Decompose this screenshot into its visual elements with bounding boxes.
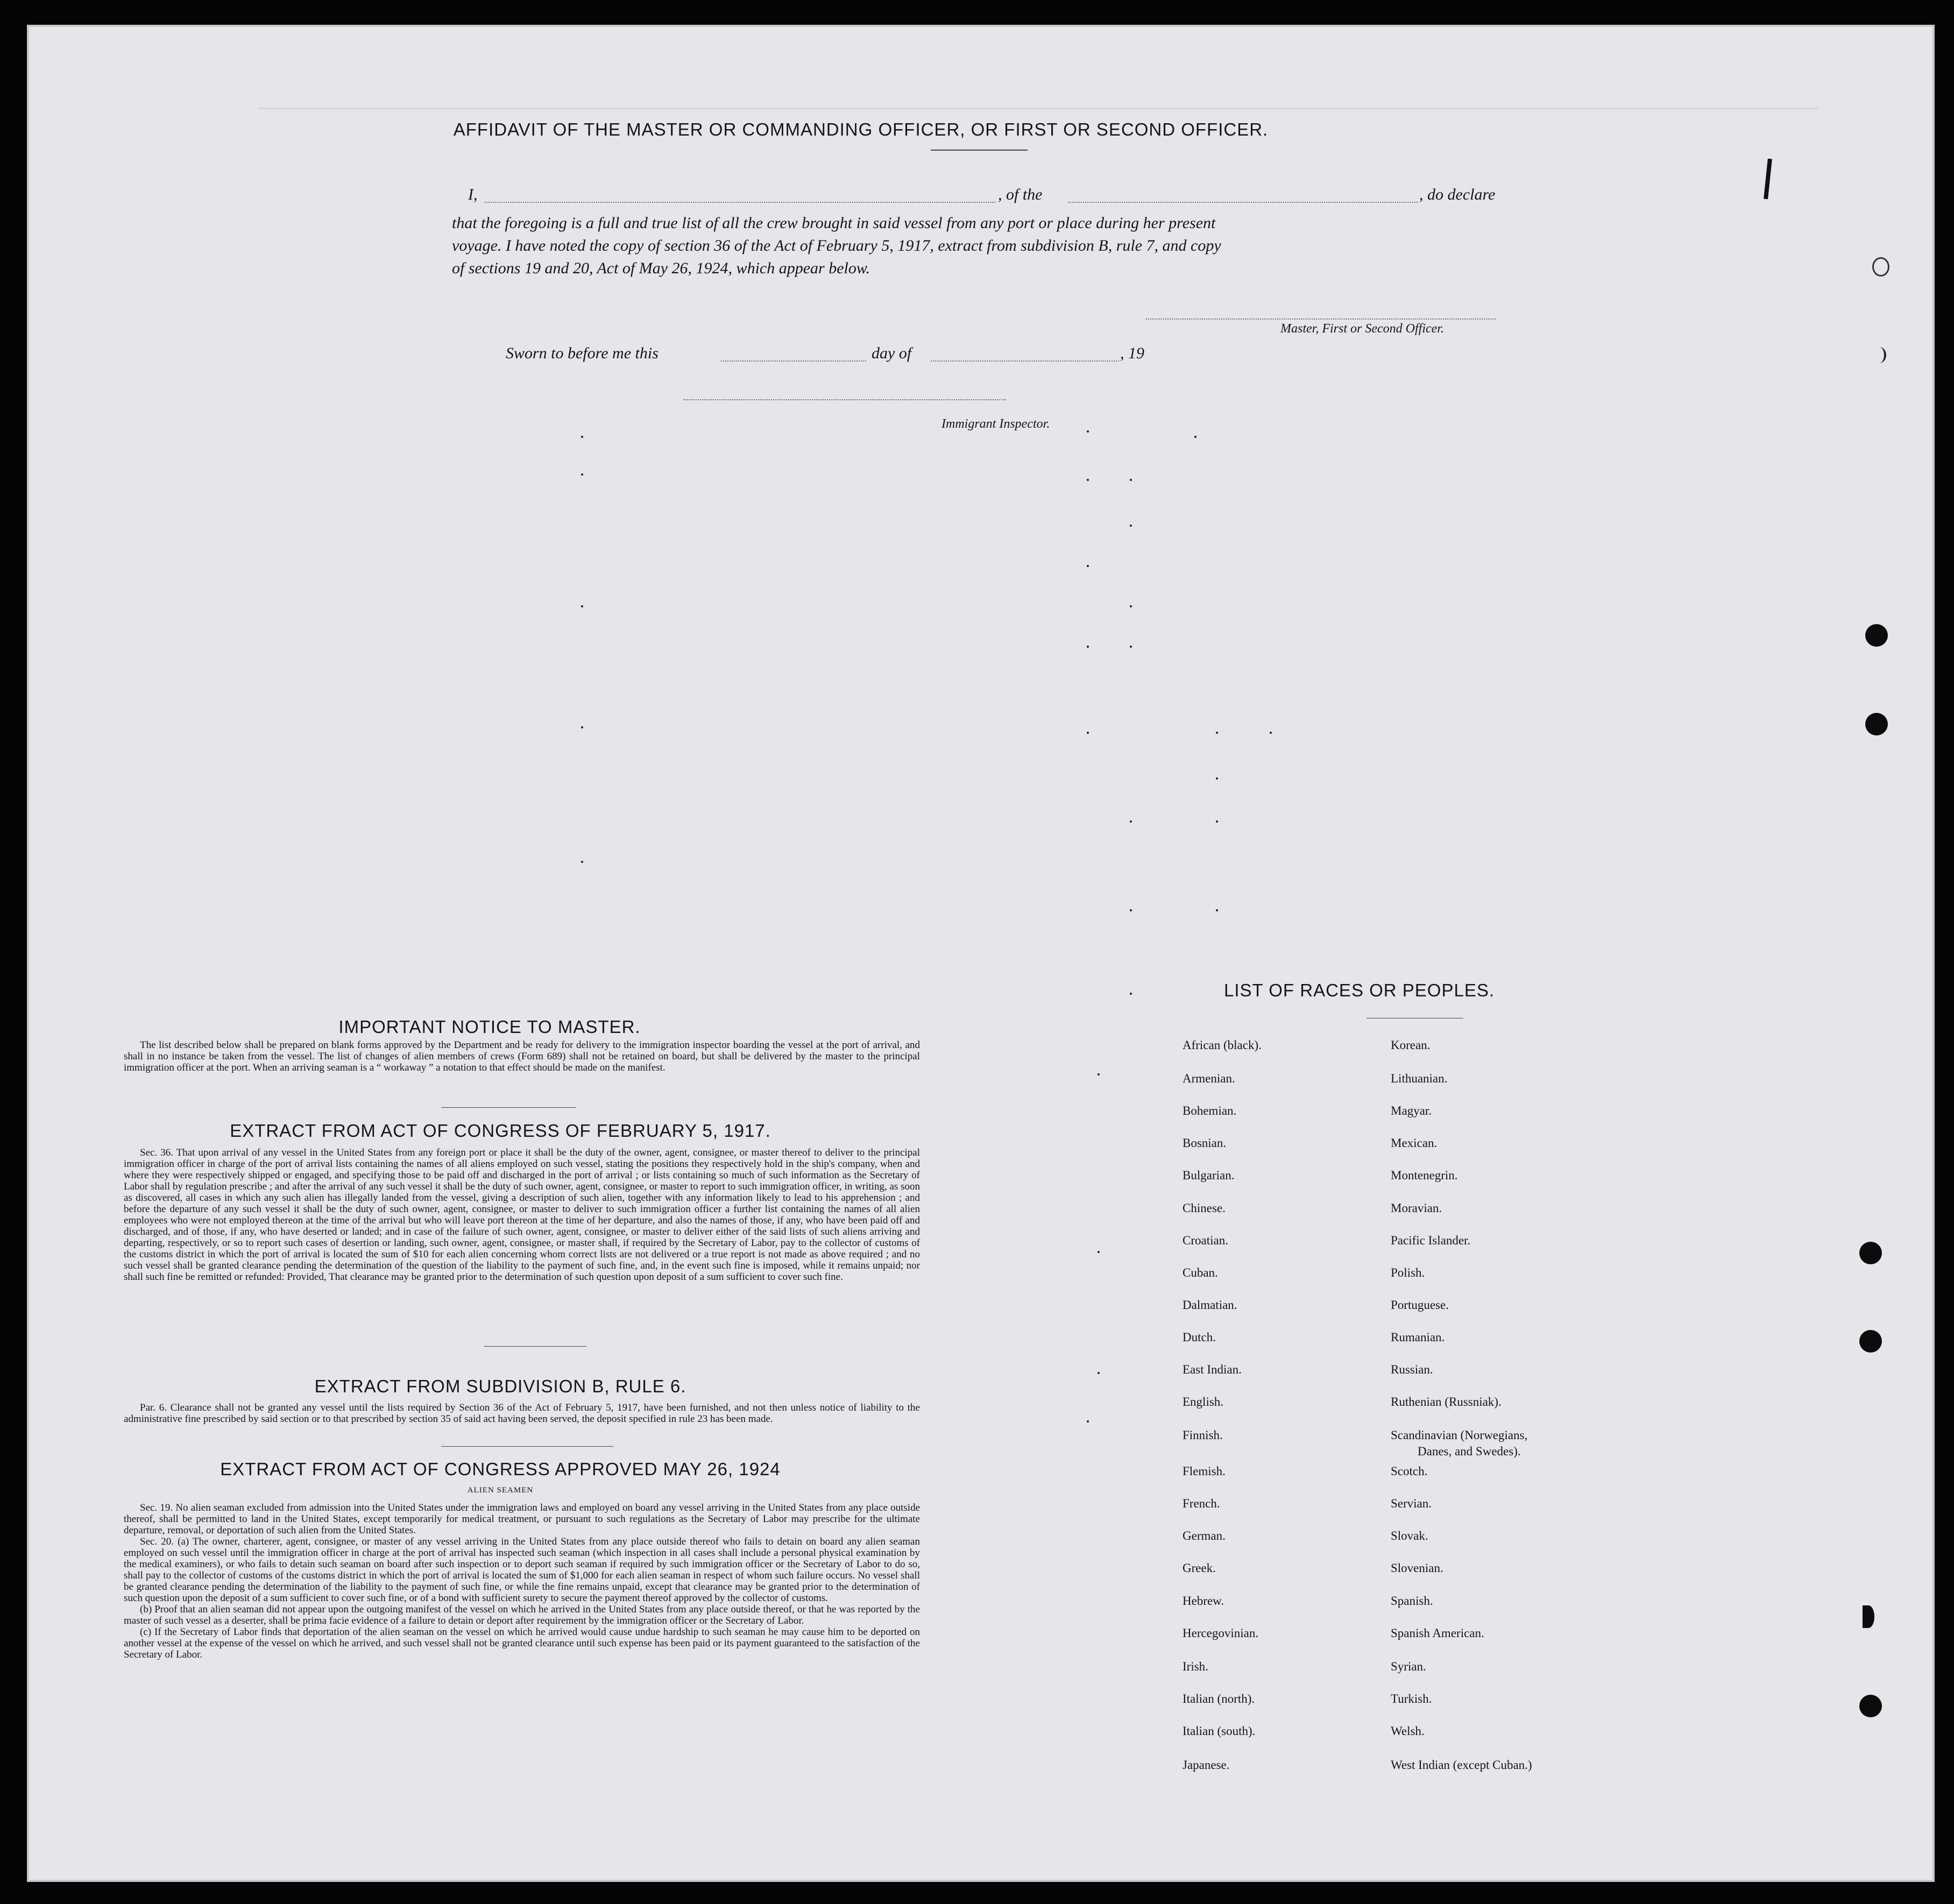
speck	[1130, 993, 1132, 995]
binder-hole	[1872, 257, 1889, 277]
master-signature-field[interactable]	[1146, 318, 1496, 320]
race-item: Bosnian.	[1183, 1136, 1227, 1150]
race-item: Magyar.	[1391, 1104, 1432, 1117]
speck	[1130, 820, 1132, 823]
section-20c-paragraph: (c) If the Secretary of Labor finds that deportation of the alien seaman on the vessel on which he arrived would cause undue hardship to such seaman he may cause him to be deported on another vessel at the expense of the vessel on which he arrived, and such vessel shall not be granted clearance until such expense has been paid or its payment guaranteed to the satisfaction of the Secretary of Labor.	[124, 1626, 920, 1660]
race-scandinavian-continued: Danes, and Swedes).	[1418, 1445, 1521, 1458]
speck	[1270, 732, 1272, 734]
speck	[1130, 909, 1132, 911]
race-item: Slovak.	[1391, 1529, 1428, 1542]
speck	[1130, 479, 1132, 481]
binder-hole	[1865, 624, 1888, 647]
race-item: Montenegrin.	[1391, 1169, 1458, 1182]
speck	[1098, 1251, 1100, 1253]
section-20b-paragraph: (b) Proof that an alien seaman did not appear upon the outgoing manifest of the vessel on which he arrived in the United States from any place outside thereof, or that he was reported by the master of such vessel as a deserter, shall be prima facie evidence of a failure to detain or deport after requirement by the immigration officer or the Secretary of Labor.	[124, 1604, 920, 1626]
race-item: Chinese.	[1183, 1201, 1226, 1215]
speck	[1216, 909, 1218, 911]
race-item: Turkish.	[1391, 1692, 1432, 1705]
race-item: Syrian.	[1391, 1660, 1426, 1673]
race-item: Irish.	[1183, 1660, 1208, 1673]
race-item: Mexican.	[1391, 1136, 1438, 1150]
race-item: Dutch.	[1183, 1330, 1216, 1344]
do-declare-label: , do declare	[1419, 186, 1496, 203]
binder-hole	[1859, 1695, 1882, 1717]
section-19-paragraph: Sec. 19. No alien seaman excluded from admission into the United States under the immigration laws and employed on board any vessel arriving in the United States from any place outside thereof, shall be permitted to land in the United States, except temporarily for medical treatment, or pursuant to such regulations as the Secretary of Labor may prescribe for the ultimate departure, removal, or deportation of such alien from the United States.	[124, 1502, 920, 1536]
speck	[1087, 1420, 1089, 1422]
extract-1924-title: EXTRACT FROM ACT OF CONGRESS APPROVED MAY 26, 1924	[220, 1459, 781, 1479]
race-item: East Indian.	[1183, 1363, 1242, 1376]
vessel-of-the-label: , of the	[998, 186, 1043, 203]
race-item: Greek.	[1183, 1561, 1216, 1575]
binder-hole	[1872, 347, 1886, 363]
inspector-signature-field[interactable]	[683, 399, 1006, 400]
rule-6-paragraph: Par. 6. Clearance shall not be granted any vessel until the lists required by Section 36 of the Act of February 5, 1917, have been furnished, and not then unless notice of liability to the administrative fine prescribed by said section or to that prescribed by section 35 of said act having been served, the deposit specified in rule 23 has been made.	[124, 1402, 920, 1425]
race-item: Spanish.	[1391, 1594, 1433, 1608]
speck	[1130, 525, 1132, 527]
notice-paragraph: The list described below shall be prepared on blank forms approved by the Department and be ready for delivery to the immigration inspector boarding the vessel at the port of arrival, and shall in no instance be taken from the vessel. The list of changes of alien members of crews (Form 689) shall not be retained on board, but shall be delivered by the master to the principal immigration officer at the port. When an arriving seaman is a “ workaway ” a notation to that effect should be made on the manifest.	[124, 1039, 920, 1073]
speck	[581, 861, 583, 863]
binder-hole	[1863, 1605, 1874, 1628]
race-item: Hercegovinian.	[1183, 1626, 1259, 1640]
affidavit-title: AFFIDAVIT OF THE MASTER OR COMMANDING OFFICER, OR FIRST OR SECOND OFFICER.	[453, 119, 1269, 139]
race-item: Russian.	[1391, 1363, 1433, 1376]
extract-rule6-title: EXTRACT FROM SUBDIVISION B, RULE 6.	[314, 1376, 686, 1396]
race-item: German.	[1183, 1529, 1226, 1542]
race-item: Welsh.	[1391, 1724, 1425, 1738]
master-signature-label: Master, First or Second Officer.	[1280, 322, 1444, 336]
race-item: Flemish.	[1183, 1464, 1226, 1478]
notice-title: IMPORTANT NOTICE TO MASTER.	[338, 1017, 641, 1037]
declarant-label: I,	[468, 186, 478, 203]
race-item: Servian.	[1391, 1497, 1432, 1510]
section-36-paragraph: Sec. 36. That upon arrival of any vessel in the United States from any foreign port or place it shall be the duty of the owner, agent, consignee, or master thereof to deliver to the principal immigration officer in charge of the port of arrival lists containing the names of all aliens employed on such vessel, stating the positions they respectively hold in the ship's company, when and where they were respectively shipped or engaged, and specifying those to be paid off and discharged in the port of arrival ; or lists containing so much of such information as the Secretary of Labor shall by regulation prescribe ; and after the arrival of any such vessel it shall be the duty of such owner, agent, consignee, or master to report to such immigration officer, in writing, as soon as discovered, all cases in which any such alien has illegally landed from the vessel, giving a description of such alien, together with any information likely to lead to his apprehension ; and before the departure of any such vessel it shall be the duty of such owner, agent, consignee, or master to deliver to such immigration officer a further list containing the names of all alien employees who were not employed thereon at the time of the arrival but who will leave port thereon at the time of her departure, and also the names of those, if any, who have been paid off and discharged, and of those, if any, who have deserted or landed; and in case of the failure of such owner, agent, consignee, or master to deliver either of the said lists of such aliens arriving and departing, respectively, or so to report such cases of desertion or landing, such owner, agent, consignee, or master shall, if required by the Secretary of Labor, pay to the collector of customs of the customs district in which the port of arrival is located the sum of $10 for each alien concerning whom correct lists are not delivered or a true report is not made as above required ; and no such vessel shall be granted clearance pending the determination of the question of the liability to the payment of such fine, and, in the event such fine is imposed, while it remains unpaid; nor shall such fine be remitted or refunded: Provided, That clearance may be granted prior to the determination of such question upon deposit of a sum sufficient to cover such fine.	[124, 1147, 920, 1283]
sworn-day-field[interactable]	[721, 360, 866, 362]
speck	[581, 436, 583, 438]
speck	[1087, 565, 1089, 567]
race-item: Rumanian.	[1391, 1330, 1445, 1344]
extract-1924-subtitle: ALIEN SEAMEN	[467, 1486, 534, 1495]
race-item: Spanish American.	[1391, 1626, 1484, 1640]
affidavit-body-line-2: voyage. I have noted the copy of section 36 of the Act of February 5, 1917, extract from subdivision B, rule 7, and copy	[452, 237, 1221, 254]
race-item: Cuban.	[1183, 1266, 1218, 1279]
speck	[1130, 646, 1132, 648]
race-item: West Indian (except Cuban.)	[1391, 1758, 1532, 1772]
race-item: Scandinavian (Norwegians,	[1391, 1428, 1528, 1442]
sworn-label: Sworn to before me this	[506, 344, 659, 362]
race-item: Lithuanian.	[1391, 1072, 1448, 1085]
speck	[1098, 1372, 1100, 1374]
race-item: French.	[1183, 1497, 1220, 1510]
race-item: Dalmatian.	[1183, 1298, 1237, 1312]
speck	[1087, 646, 1089, 648]
sworn-month-field[interactable]	[931, 360, 1119, 362]
speck	[1194, 436, 1197, 438]
binder-hole	[1859, 1242, 1882, 1264]
inspector-label: Immigrant Inspector.	[941, 417, 1050, 431]
race-item: Ruthenian (Russniak).	[1391, 1395, 1502, 1408]
speck	[1087, 479, 1089, 481]
speck	[1216, 732, 1218, 734]
speck	[1087, 732, 1089, 734]
speck	[1216, 777, 1218, 780]
race-item: Korean.	[1391, 1038, 1431, 1052]
race-item: Slovenian.	[1391, 1561, 1443, 1575]
day-of-label: day of	[872, 344, 912, 362]
race-item: Moravian.	[1391, 1201, 1442, 1215]
race-item: Finnish.	[1183, 1428, 1223, 1442]
race-item: Italian (north).	[1183, 1692, 1255, 1705]
speck	[1130, 605, 1132, 607]
notice-divider	[441, 1107, 576, 1108]
sworn-year-label: , 19	[1120, 344, 1144, 362]
race-item: African (black).	[1183, 1038, 1262, 1052]
section-20a-paragraph: Sec. 20. (a) The owner, charterer, agent, consignee, or master of any vessel arriving in the United States from any place outside thereof who fails to detain on board any alien seaman employed on such vessel until the immigration officer in charge at the port of arrival has inspected such seaman (which inspection in all cases shall include a personal physical examination by the medical examiners), or who fails to detain such seaman on board after such inspection or to deport such seaman if required by such immigration officer or the Secretary of Labor to do so, shall pay to the collector of customs of the customs district in which the port of arrival is located the sum of $1,000 for each alien seaman in respect of whom such failure occurs. No vessel shall be granted clearance pending the determination of the liability to the payment of such fine, or while the fine remains unpaid, except that clearance may be granted prior to the determination of such question upon the deposit of a sum sufficient to cover such fine, or of a bond with sufficient surety to secure the payment thereof approved by the collector of customs.	[124, 1536, 920, 1604]
speck	[1098, 1073, 1100, 1075]
race-item: Polish.	[1391, 1266, 1425, 1279]
speck	[581, 726, 583, 728]
race-item: Bohemian.	[1183, 1104, 1237, 1117]
race-item: English.	[1183, 1395, 1224, 1408]
race-item: Bulgarian.	[1183, 1169, 1235, 1182]
race-item: Armenian.	[1183, 1072, 1235, 1085]
affidavit-body-line-3: of sections 19 and 20, Act of May 26, 1924, which appear below.	[452, 259, 870, 277]
declarant-name-field[interactable]	[484, 202, 995, 203]
binder-hole	[1865, 713, 1888, 735]
extract-1917-divider	[484, 1346, 586, 1347]
speck	[1087, 430, 1089, 433]
binder-hole	[1859, 1330, 1882, 1353]
notice-text	[124, 1039, 920, 1073]
races-title: LIST OF RACES OR PEOPLES.	[1224, 980, 1495, 1000]
affidavit-title-divider	[931, 150, 1028, 151]
affidavit-body-line-1: that the foregoing is a full and true list of all the crew brought in said vessel from any port or place during her present	[452, 214, 1216, 232]
extract-1924-text	[124, 1502, 920, 1660]
speck	[1216, 820, 1218, 823]
race-item: Italian (south).	[1183, 1724, 1256, 1738]
extract-rule6-text	[124, 1402, 920, 1425]
race-item: Scotch.	[1391, 1464, 1428, 1478]
race-item: Croatian.	[1183, 1234, 1228, 1247]
extract-1917-title: EXTRACT FROM ACT OF CONGRESS OF FEBRUARY 5, 1917.	[230, 1121, 771, 1141]
extract-rule6-divider	[441, 1446, 613, 1447]
race-item: Portuguese.	[1391, 1298, 1449, 1312]
extract-1917-text	[124, 1147, 920, 1283]
race-item: Pacific Islander.	[1391, 1234, 1471, 1247]
speck	[581, 605, 583, 607]
race-item: Japanese.	[1183, 1758, 1230, 1772]
race-item: Hebrew.	[1183, 1594, 1224, 1608]
vessel-name-field[interactable]	[1068, 202, 1418, 203]
speck	[581, 473, 583, 476]
